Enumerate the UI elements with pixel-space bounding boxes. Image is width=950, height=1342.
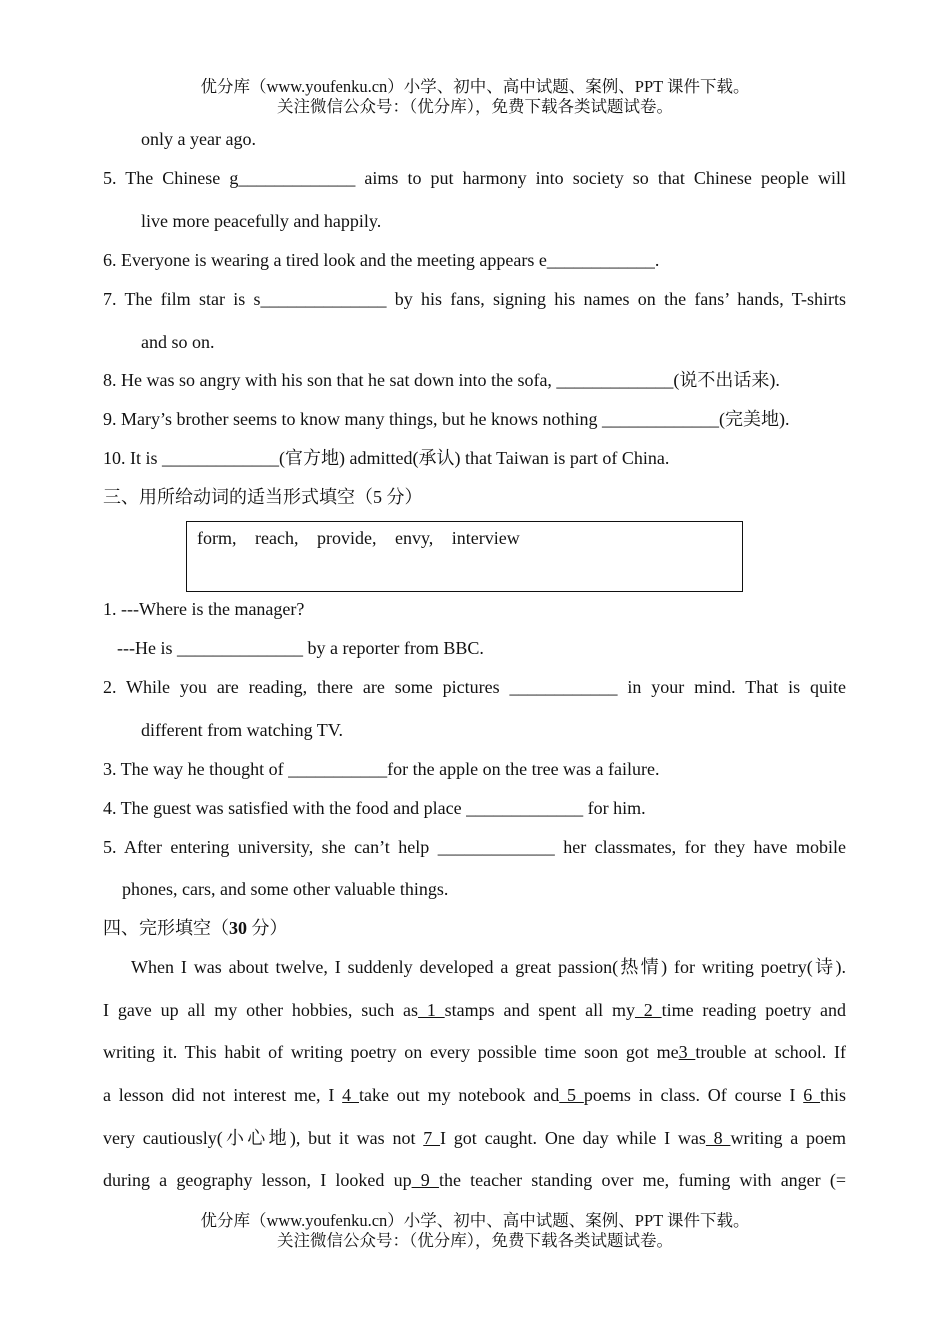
cloze-line-5: very cautiously(小心地), but it was not 7 I got caught. One day while I was 8 writing a poem: [103, 1128, 846, 1148]
word-box: [186, 521, 743, 592]
section-4-title: 四、完形填空（30 分）: [103, 918, 288, 938]
blank-1: 1: [418, 1000, 445, 1020]
cloze-line-3: writing it. This habit of writing poetry on every possible time soon got me3 trouble at school. If: [103, 1042, 846, 1062]
part3-question-2-line-2: different from watching TV.: [141, 720, 343, 740]
footer-line-2: 关注微信公众号：（优分库），免费下载各类试题试卷。: [277, 1231, 673, 1250]
question-4-tail: only a year ago.: [141, 129, 256, 149]
section-3-title: 三、用所给动词的适当形式填空（5 分）: [103, 487, 423, 507]
question-5-line-1: 5. The Chinese g_____________ aims to put harmony into society so that Chinese people will: [103, 168, 846, 188]
blank-3: 3: [678, 1042, 696, 1062]
blank-6: 6: [803, 1085, 821, 1105]
blank-8: 8: [705, 1128, 731, 1148]
question-9: 9. Mary’s brother seems to know many things, but he knows nothing _____________(完美地).: [103, 409, 790, 429]
blank-2: 2: [634, 1000, 662, 1020]
blank-4: 4: [342, 1085, 359, 1105]
cloze-line-4: a lesson did not interest me, I 4 take out my notebook and 5 poems in class. Of course I 6 this: [103, 1085, 847, 1105]
blank-7: 7: [423, 1128, 441, 1148]
part3-question-1-line-1: 1. ---Where is the manager?: [103, 599, 305, 619]
question-5-line-2: live more peacefully and happily.: [141, 211, 382, 231]
word-list: [197, 526, 534, 550]
footer-line-1: 优分库（www.youfenku.cn）小学、初中、高中试题、案例、PPT 课件下载。: [200, 1211, 750, 1230]
part3-question-4: 4. The guest was satisfied with the food and place _____________ for him.: [103, 798, 646, 818]
question-10: 10. It is _____________(官方地) admitted(承认) that Taiwan is part of China.: [103, 448, 670, 468]
page-header: [0, 77, 950, 117]
part3-question-5-line-2: phones, cars, and some other valuable things.: [122, 879, 449, 899]
question-6: 6. Everyone is wearing a tired look and the meeting appears e____________.: [103, 250, 660, 270]
question-7-line-1: 7. The film star is s______________ by his fans, signing his names on the fans’ hands, T-shirts: [103, 289, 846, 309]
cloze-line-2: I gave up all my other hobbies, such as 1 stamps and spent all my 2 time reading poetry and: [103, 1000, 847, 1020]
header-line-2: 关注微信公众号：（优分库），免费下载各类试题试卷。: [277, 97, 673, 116]
part3-question-1-line-2: ---He is ______________ by a reporter from BBC.: [117, 638, 484, 658]
blank-9: 9: [411, 1170, 439, 1190]
header-line-1: 优分库（www.youfenku.cn）小学、初中、高中试题、案例、PPT 课件下载。: [200, 77, 750, 96]
word-item: reach,: [255, 528, 299, 548]
cloze-line-6: during a geography lesson, I looked up 9 the teacher standing over me, fuming with anger (=: [103, 1170, 847, 1190]
blank-5: 5: [559, 1085, 584, 1105]
word-item: form,: [197, 528, 237, 548]
question-8: 8. He was so angry with his son that he sat down into the sofa, _____________(说不出话来).: [103, 370, 780, 390]
word-item: provide,: [316, 528, 377, 548]
part3-question-3: 3. The way he thought of ___________for the apple on the tree was a failure.: [103, 759, 660, 779]
question-7-line-2: and so on.: [141, 332, 215, 352]
cloze-line-1: When I was about twelve, I suddenly developed a great passion(热情) for writing poetry(诗).: [131, 957, 846, 977]
word-item: interview: [451, 528, 520, 548]
part3-question-2-line-1: 2. While you are reading, there are some pictures ____________ in your mind. That is quite: [103, 677, 846, 697]
part3-question-5-line-1: 5. After entering university, she can’t help _____________ her classmates, for they have mobile: [103, 837, 846, 857]
word-item: envy,: [394, 528, 434, 548]
page-footer: [0, 1211, 950, 1251]
